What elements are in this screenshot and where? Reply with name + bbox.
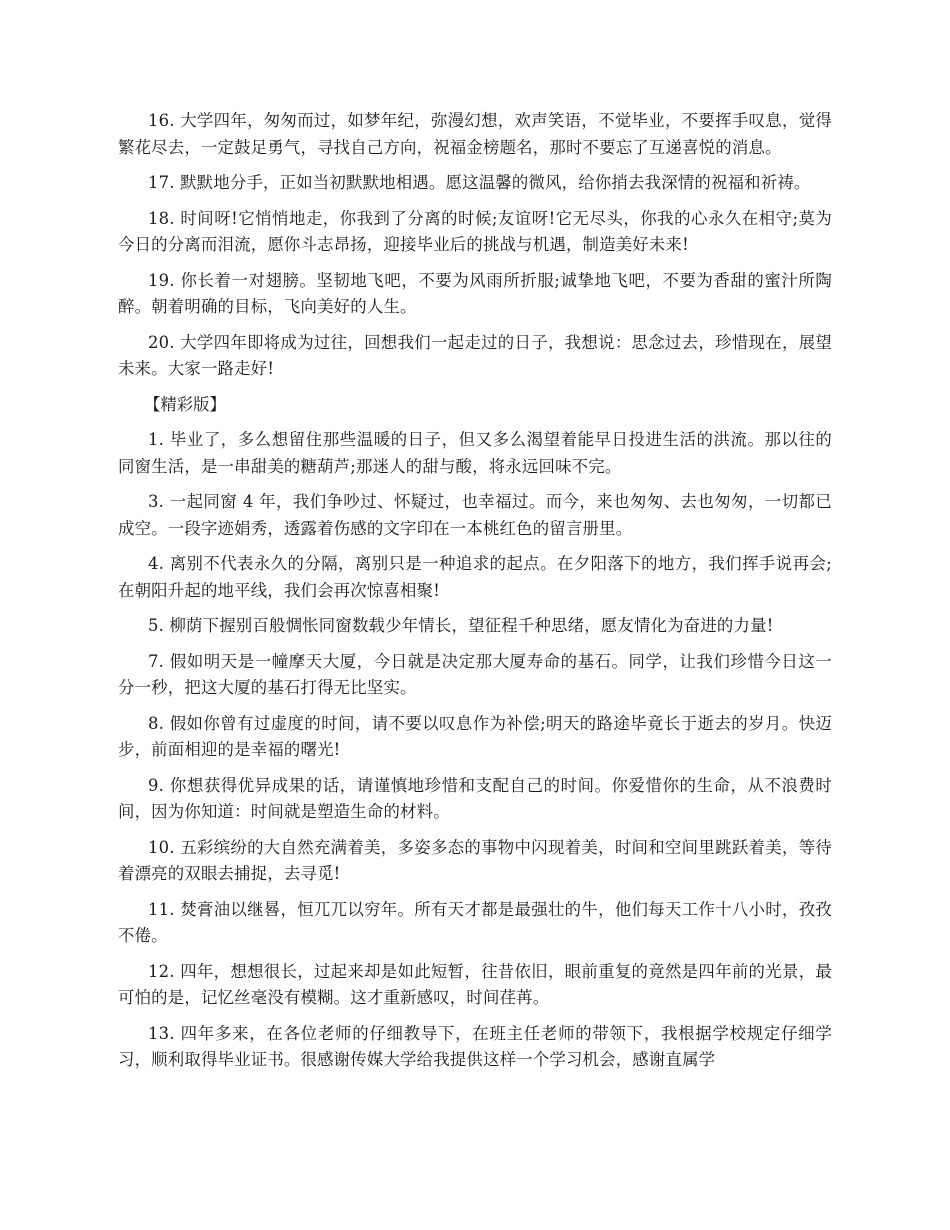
paragraph-13: 13. 四年多来，在各位老师的仔细教导下，在班主任老师的带领下，我根据学校规定仔细学习，顺利取得毕业证书。很感谢传媒大学给我提供这样一个学习机会，感谢直属学 xyxy=(118,1023,832,1069)
section-title: 【精彩版】 xyxy=(144,394,226,414)
paragraph-1: 1. 毕业了，多么想留住那些温暖的日子，但又多么渴望着能早日投进生活的洪流。那以往的同窗生活，是一串甜美的糖葫芦;那迷人的甜与酸，将永远回味不完。 xyxy=(118,430,832,476)
paragraph-9: 9. 你想获得优异成果的话，请谨慎地珍惜和支配自己的时间。你爱惜你的生命，从不浪费时间，因为你知道：时间就是塑造生命的材料。 xyxy=(118,775,832,821)
paragraph-17: 17. 默默地分手，正如当初默默地相遇。愿这温馨的微风，给你捎去我深情的祝福和祈祷。 xyxy=(148,173,811,192)
paragraph-3: 3. 一起同窗 4 年，我们争吵过、怀疑过，也幸福过。而今，来也匆匆、去也匆匆，一切都已成空。一段字迹娟秀，透露着伤感的文字印在一本桃红色的留言册里。 xyxy=(118,492,832,538)
paragraph-12: 12. 四年，想想很长，过起来却是如此短暂，往昔依旧，眼前重复的竟然是四年前的光景，最可怕的是，记忆丝毫没有模糊。这才重新感叹，时间荏苒。 xyxy=(118,961,832,1007)
paragraph-4: 4. 离别不代表永久的分隔，离别只是一种追求的起点。在夕阳落下的地方，我们挥手说再会;在朝阳升起的地平线，我们会再次惊喜相聚! xyxy=(118,554,832,600)
paragraph-8: 8. 假如你曾有过虚度的时间，请不要以叹息作为补偿;明天的路途毕竟长于逝去的岁月。快迈步，前面相迎的是幸福的曙光! xyxy=(118,713,832,759)
paragraph-18: 18. 时间呀!它悄悄地走，你我到了分离的时候;友谊呀!它无尽头，你我的心永久在相守;莫为今日的分离而泪流，愿你斗志昂扬，迎接毕业后的挑战与机遇，制造美好未来! xyxy=(118,208,832,254)
paragraph-5: 5. 柳荫下握别百般惆怅同窗数载少年情长，望征程千种思绪，愿友情化为奋进的力量! xyxy=(148,616,774,635)
paragraph-16: 16. 大学四年，匆匆而过，如梦年纪，弥漫幻想，欢声笑语，不觉毕业，不要挥手叹息，觉得繁花尽去，一定鼓足勇气，寻找自己方向，祝福金榜题名，那时不要忘了互递喜悦的消息。 xyxy=(118,111,832,157)
paragraph-20: 20. 大学四年即将成为过往，回想我们一起走过的日子，我想说：思念过去，珍惜现在，展望未来。大家一路走好! xyxy=(118,332,832,378)
paragraph-10: 10. 五彩缤纷的大自然充满着美，多姿多态的事物中闪现着美，时间和空间里跳跃着美，等待着漂亮的双眼去捕捉，去寻觅! xyxy=(118,837,832,883)
paragraph-7: 7. 假如明天是一幢摩天大厦，今日就是决定那大厦寿命的基石。同学，让我们珍惜今日这一分一秒，把这大厦的基石打得无比坚实。 xyxy=(118,651,832,697)
document-page xyxy=(118,108,832,1083)
paragraph-11: 11. 焚膏油以继晷，恒兀兀以穷年。所有天才都是最强壮的牛，他们每天工作十八小时，孜孜不倦。 xyxy=(118,899,832,945)
paragraph-19: 19. 你长着一对翅膀。坚韧地飞吧，不要为风雨所折服;诚挚地飞吧，不要为香甜的蜜汁所陶醉。朝着明确的目标，飞向美好的人生。 xyxy=(118,270,832,316)
